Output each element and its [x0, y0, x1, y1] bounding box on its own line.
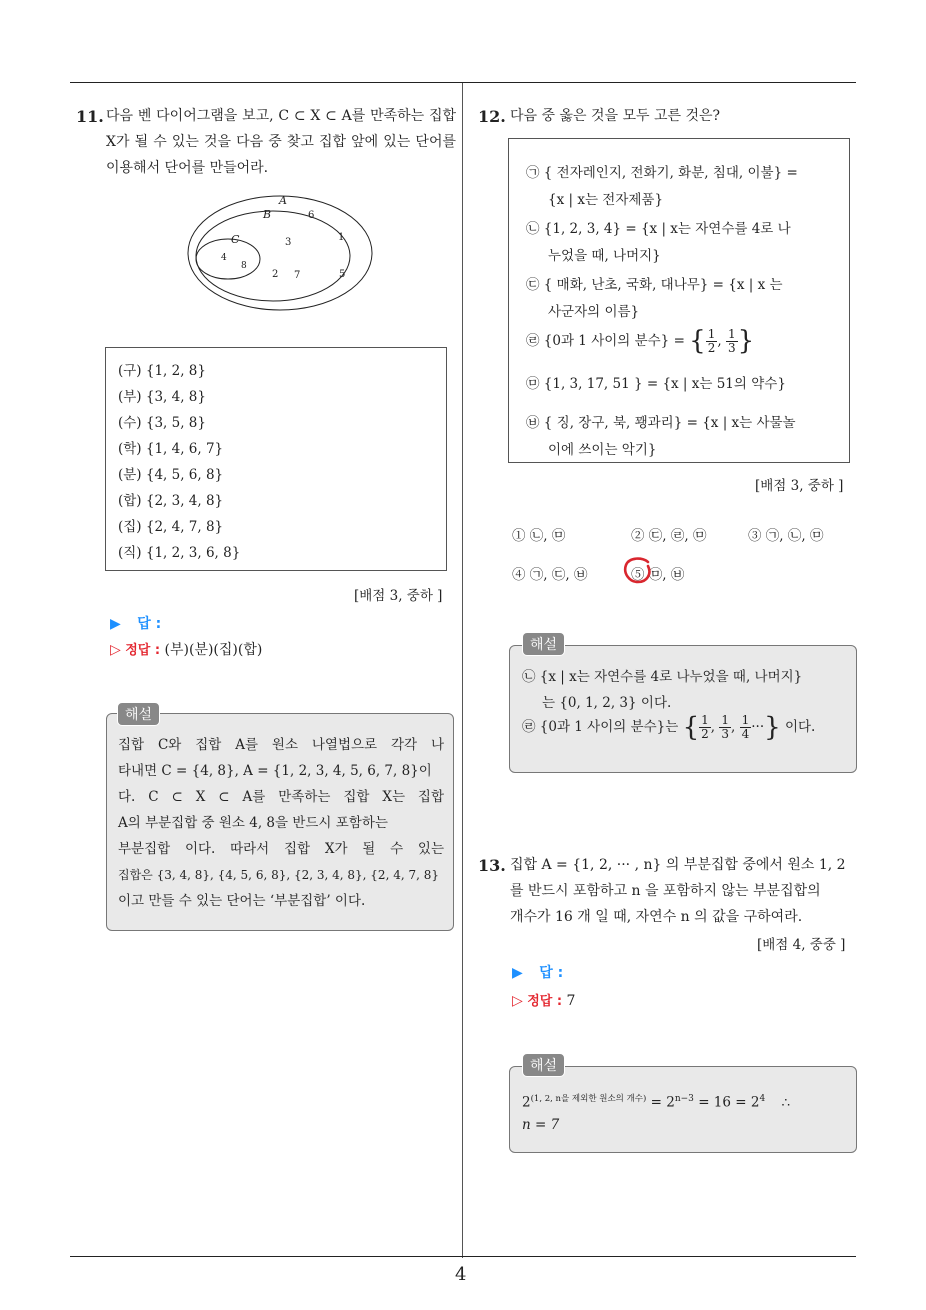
q11-explanation-line: 집합 C와 집합 A를 원소 나열법으로 각각 나 — [118, 737, 444, 753]
q11-option: (분) {4, 5, 6, 8} — [118, 467, 224, 483]
q13-correct-row — [512, 990, 575, 1009]
venn-elem-3: 3 — [285, 237, 292, 248]
q11-option: (합) {2, 3, 4, 8} — [118, 493, 224, 509]
venn-set-c — [196, 239, 260, 279]
fraction: $\frac{1}{3}$ — [727, 327, 736, 355]
q12-statement-text: {1, 2, 3, 4} = {x | x는 자연수를 4로 나 — [543, 221, 791, 237]
q13-score: [배점 4, 중중 ] — [757, 937, 846, 953]
q12-choice-3[interactable]: ③ ㉠, ㉡, ㉤ — [748, 528, 824, 544]
q11-options-box — [105, 347, 447, 571]
venn-label-c: C — [231, 233, 240, 246]
q11-correct-label: 정답 : — [125, 643, 161, 658]
q12-statement-text: {1, 3, 17, 51 } = {x | x는 51의 약수} — [543, 376, 786, 392]
q11-score: [배점 3, 중하 ] — [354, 588, 443, 604]
venn-elem-2: 2 — [272, 269, 279, 280]
q11-option: (수) {3, 5, 8} — [118, 415, 206, 431]
header-rule — [70, 82, 856, 83]
q12-statement-mark: ㉤ — [526, 376, 540, 392]
q12-choice-4[interactable]: ④ ㉠, ㉢, ㉥ — [512, 567, 588, 583]
q12-explanation-tag: 해설 — [522, 632, 565, 656]
q13-question-line: 집합 A = {1, 2, ··· , n} 의 부분집합 중에서 원소 1, 2 — [510, 857, 846, 873]
footer-rule — [70, 1256, 856, 1257]
q11-answer-row — [110, 613, 161, 633]
fraction: $\frac{1}{3}$ — [721, 713, 730, 741]
q11-explanation-tag: 해설 — [117, 702, 160, 726]
q12-statement-mark: ㉠ — [526, 165, 540, 181]
q11-explanation-line: 집합은 {3, 4, 8}, {4, 5, 6, 8}, {2, 3, 4, 8}, {2, 4, 7, 8} — [118, 868, 439, 882]
play-icon: ▶ — [110, 616, 121, 632]
play-icon: ▶ — [512, 965, 523, 981]
fraction: $\frac{1}{2}$ — [701, 713, 709, 741]
venn-elem-7: 7 — [294, 270, 301, 281]
q11-option: (집) {2, 4, 7, 8} — [118, 519, 224, 535]
q12-statement-text: 이에 쓰이는 악기} — [548, 442, 657, 458]
q11-explanation-line: 부분집합 이다. 따라서 집합 X가 될 수 있는 — [118, 841, 444, 857]
q13-explanation-formula: $2^{(1, 2, n을 제외한 원소의 개수)} = 2^{n-3} = 16 = 2^4$ ∴ — [522, 1094, 791, 1111]
q13-answer-row — [512, 962, 563, 982]
q12-statement — [526, 272, 838, 326]
venn-set-b — [196, 211, 350, 301]
q12-number: 12. — [478, 107, 506, 126]
q13-explanation-result: n = 7 — [522, 1117, 560, 1133]
q12-statement-text: { 매화, 난초, 국화, 대나무} = {x | x 는 — [543, 277, 783, 293]
selected-answer-circle-icon — [621, 556, 655, 586]
q12-statement — [526, 371, 838, 398]
q12-statement-mark: ㉣ — [526, 333, 540, 349]
venn-elem-6: 6 — [308, 210, 315, 221]
q11-answer-label: 답 : — [137, 616, 162, 632]
venn-elem-1: 1 — [338, 232, 345, 243]
venn-label-b: B — [263, 208, 272, 221]
q12-statement — [526, 160, 838, 214]
q12-statement-text: {x | x는 전자제품} — [548, 192, 664, 208]
q11-explanation-line: 타내면 C = {4, 8}, A = {1, 2, 3, 4, 5, 6, 7, 8}이 — [118, 763, 432, 779]
venn-elem-8: 8 — [241, 261, 247, 271]
q12-statement-text: 누었을 때, 나머지} — [548, 248, 661, 264]
q12-explanation-line: ㉣ {0과 1 사이의 분수}는 { $\frac{1}{2}$ , $\frac{1}{3}$ , $\frac{1}{4}$ ···} 이다. — [522, 712, 816, 743]
page-number: 4 — [455, 1264, 467, 1285]
q12-statement-mark: ㉡ — [526, 221, 540, 237]
venn-diagram — [185, 192, 375, 314]
q11-explanation-line: A의 부분집합 중 원소 4, 8을 반드시 포함하는 — [118, 815, 388, 831]
q12-statement-mark: ㉥ — [526, 415, 540, 431]
q12-statement-text: 사군자의 이름} — [548, 304, 640, 320]
q11-option: (직) {1, 2, 3, 6, 8} — [118, 545, 241, 561]
q11-option: (학) {1, 4, 6, 7} — [118, 441, 224, 457]
q13-correct-value: 7 — [566, 993, 576, 1009]
q12-explanation-line: 는 {0, 1, 2, 3} 이다. — [542, 695, 672, 711]
q11-explanation-line: 이고 만들 수 있는 단어는 ‘부분집합’ 이다. — [118, 893, 366, 909]
q11-explanation-line: 다. C ⊂ X ⊂ A를 만족하는 집합 X는 집합 — [118, 789, 444, 805]
fraction: $\frac{1}{2}$ — [707, 327, 716, 355]
therefore-symbol: ∴ — [781, 1094, 791, 1111]
q12-statement-text: {0과 1 사이의 분수} = — [543, 333, 690, 349]
venn-elem-5: 5 — [339, 269, 346, 280]
q12-question: 다음 중 옳은 것을 모두 고른 것은? — [510, 108, 721, 124]
q12-statement — [526, 216, 838, 270]
q12-statement-text: { 징, 장구, 북, 꽹과리} = {x | x는 사물놀 — [543, 415, 796, 431]
q12-choice-2[interactable]: ② ㉢, ㉣, ㉤ — [631, 528, 707, 544]
venn-label-a: A — [279, 194, 287, 207]
q12-score: [배점 3, 중하 ] — [755, 478, 844, 494]
q13-correct-label: 정답 : — [527, 994, 563, 1009]
q12-statement-mark: ㉢ — [526, 277, 540, 293]
q13-explanation-tag: 해설 — [522, 1053, 565, 1077]
q12-choice-1[interactable]: ① ㉡, ㉤ — [512, 528, 566, 544]
q12-statement-text: { 전자레인지, 전화기, 화분, 침대, 이불} = — [543, 165, 798, 181]
triangle-outline-icon: ▷ — [110, 642, 121, 658]
q13-question-line: 개수가 16 개 일 때, 자연수 n 의 값을 구하여라. — [510, 909, 803, 925]
q13-number: 13. — [478, 856, 506, 875]
q11-number: 11. — [76, 107, 104, 126]
q11-correct-row — [110, 639, 262, 659]
q13-question-line: 를 반드시 포함하고 n 을 포함하지 않는 부분집합의 — [510, 883, 821, 899]
column-divider — [462, 83, 463, 1258]
q12-statement: ㉣ {0과 1 사이의 분수} = { $\frac{1}{2}$ , $\frac{1}{3}$ } — [526, 326, 755, 356]
venn-elem-4: 4 — [221, 253, 227, 263]
q12-statement — [526, 410, 838, 464]
q11-option: (부) {3, 4, 8} — [118, 389, 206, 405]
fraction: $\frac{1}{4}$ — [741, 713, 750, 741]
q13-answer-label: 답 : — [539, 965, 564, 981]
q11-correct-value: (부)(분)(집)(합) — [164, 642, 263, 658]
q12-explanation-line: ㉡ {x | x는 자연수를 4로 나누었을 때, 나머지} — [522, 669, 803, 685]
triangle-outline-icon: ▷ — [512, 993, 523, 1009]
q11-question: 다음 벤 다이어그램을 보고, C ⊂ X ⊂ A를 만족하는 집합 X가 될 수 있는 것을 다음 중 찾고 집합 앞에 있는 단어를 이용해서 단어를 만들어라. — [106, 108, 456, 176]
q12-choice-5[interactable]: ⑤ ㉤, ㉥ — [631, 567, 685, 583]
q11-option: (구) {1, 2, 8} — [118, 363, 206, 379]
venn-set-a — [188, 196, 372, 310]
